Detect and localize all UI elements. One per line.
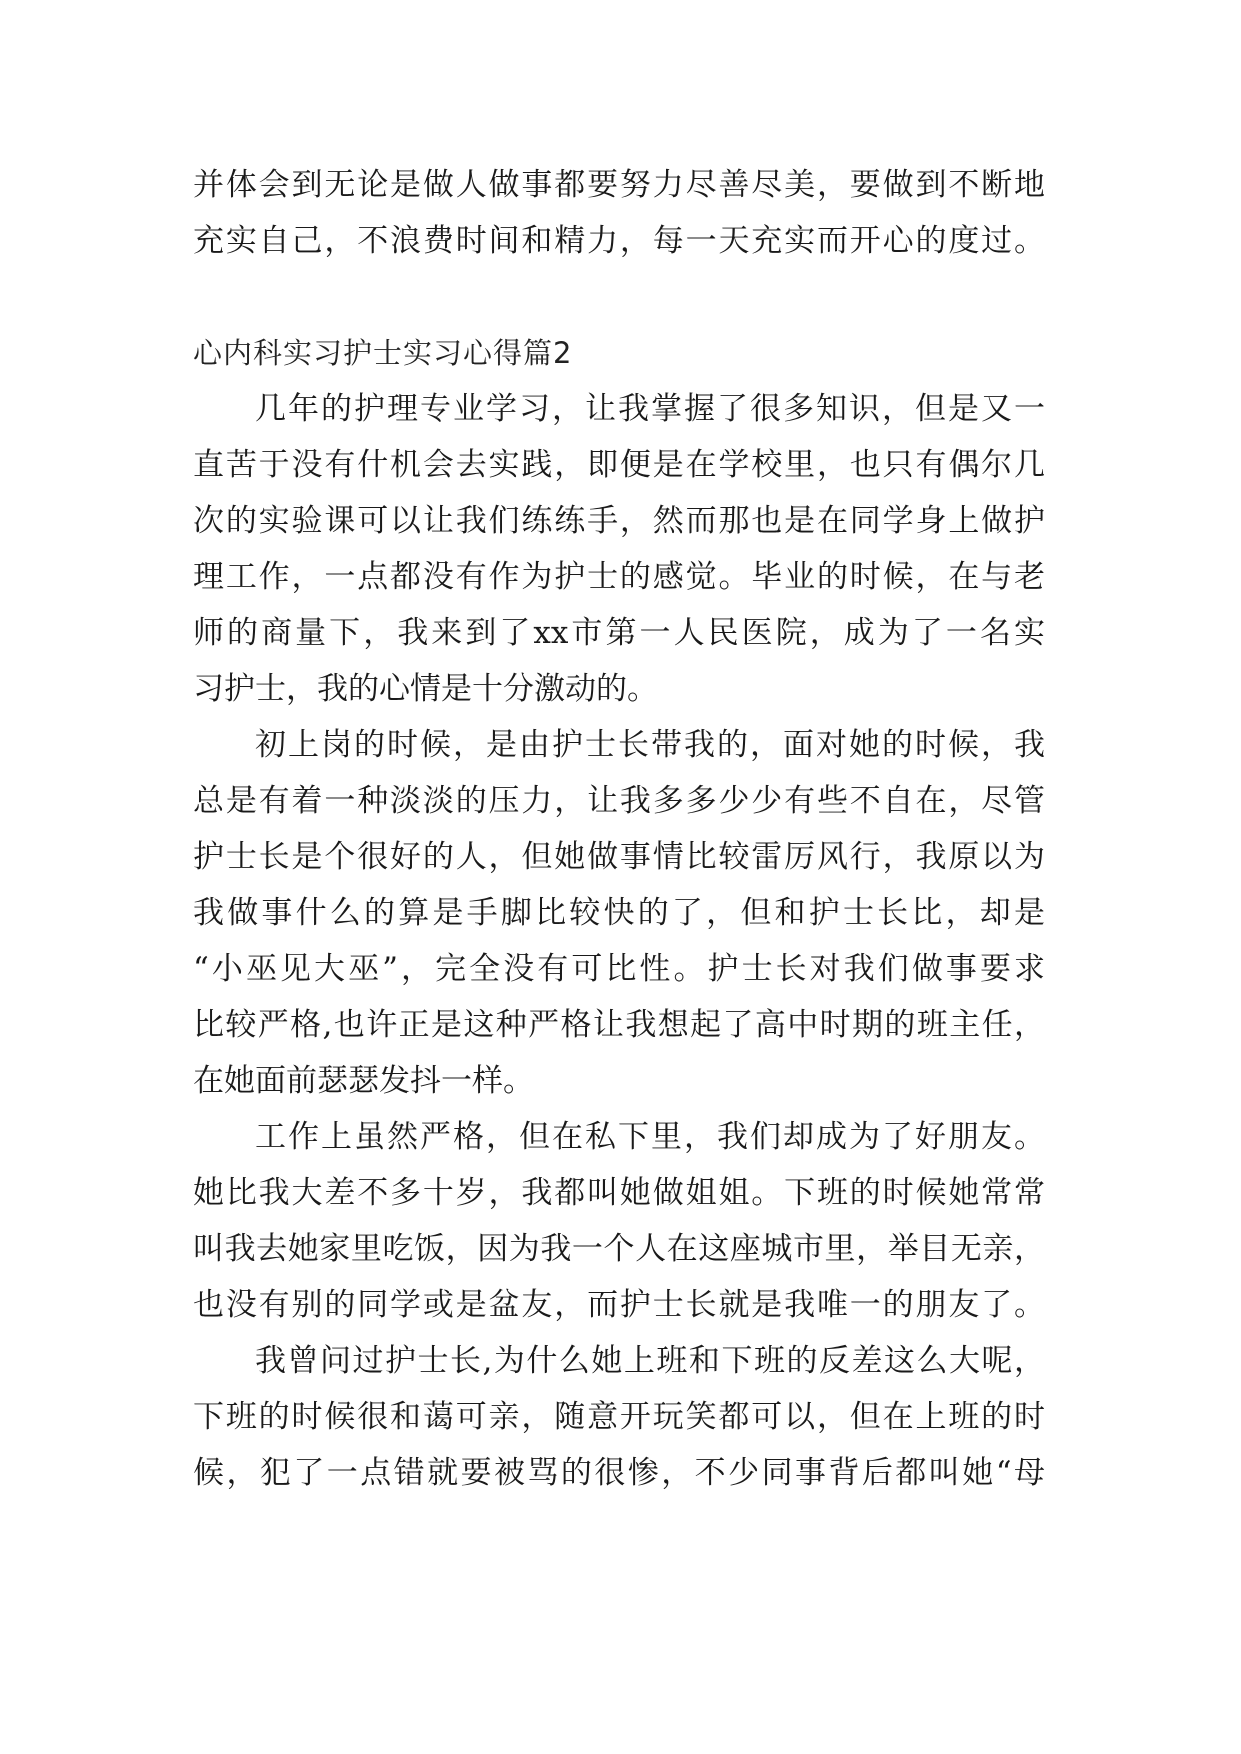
paragraph-line: 下班的时候很和蔼可亲，随意开玩笑都可以，但在上班的时 [193,1399,1045,1435]
paragraph-line: 在她面前瑟瑟发抖一样。 [193,1063,534,1099]
paragraph-line: 理工作，一点都没有作为护士的感觉。毕业的时候，在与老 [193,559,1045,595]
paragraph-2 [193,717,1045,1109]
paragraph-line: 并体会到无论是做人做事都要努力尽善尽美，要做到不断地 [193,167,1045,203]
paragraph-line: 我曾问过护士长,为什么她上班和下班的反差这么大呢， [255,1343,1045,1379]
paragraph-line: 直苦于没有什机会去实践，即便是在学校里，也只有偶尔几 [193,447,1045,483]
paragraph-line: 充实自己，不浪费时间和精力，每一天充实而开心的度过。 [193,223,1045,259]
paragraph-line: 比较严格,也许正是这种严格让我想起了高中时期的班主任， [193,1007,1045,1043]
paragraph-line: 总是有着一种淡淡的压力，让我多多少少有些不自在，尽管 [193,783,1045,819]
section-title: 心内科实习护士实习心得篇2 [193,336,573,370]
paragraph-line: 几年的护理专业学习，让我掌握了很多知识，但是又一 [255,391,1045,427]
paragraph-line: 我做事什么的算是手脚比较快的了，但和护士长比，却是 [193,895,1045,931]
paragraph-line: 师的商量下，我来到了xx市第一人民医院，成为了一名实 [193,615,1045,651]
paragraph-line: 候，犯了一点错就要被骂的很惨，不少同事背后都叫她“母 [193,1455,1045,1491]
paragraph-line: 叫我去她家里吃饭，因为我一个人在这座城市里，举目无亲， [193,1231,1045,1267]
paragraph-line: 也没有别的同学或是盆友，而护士长就是我唯一的朋友了。 [193,1287,1045,1323]
paragraph-line: 次的实验课可以让我们练练手，然而那也是在同学身上做护 [193,503,1045,539]
paragraph-line: 护士长是个很好的人，但她做事情比较雷厉风行，我原以为 [193,839,1045,875]
paragraph-3 [193,1109,1045,1333]
paragraph-line: 她比我大差不多十岁，我都叫她做姐姐。下班的时候她常常 [193,1175,1045,1211]
paragraph-1 [193,381,1045,717]
paragraph-line: 初上岗的时候，是由护士长带我的，面对她的时候，我 [255,727,1045,763]
paragraph-line: “小巫见大巫”，完全没有可比性。护士长对我们做事要求 [193,951,1045,987]
paragraph-4 [193,1333,1045,1501]
document-body [193,157,1045,1501]
intro-paragraph [193,157,1045,269]
paragraph-line: 工作上虽然严格，但在私下里，我们却成为了好朋友。 [255,1119,1045,1155]
paragraph-line: 习护士，我的心情是十分激动的。 [193,671,658,707]
